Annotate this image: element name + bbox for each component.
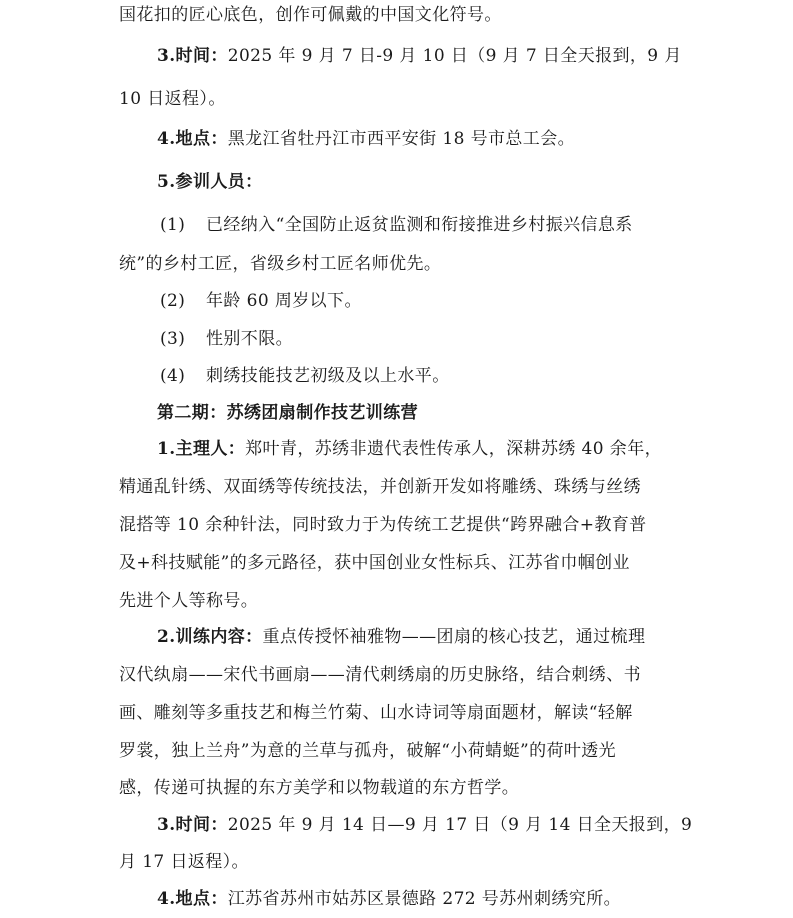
- paragraph-line: [157, 626, 645, 648]
- host-text: 精通乱针绣、双面绣等传统技法，并创新开发如将雕绣、珠绣与丝绣: [119, 477, 641, 497]
- paragraph-line: [157, 438, 662, 460]
- paragraph-line: [119, 476, 641, 498]
- list-item-number: (2): [160, 291, 186, 311]
- list-item-label: 已经纳入“全国防止返贫监测和衔接推进乡村振兴信息系: [206, 215, 633, 235]
- paragraph-line: [119, 777, 519, 799]
- place-text: 黑龙江省牡丹江市西平安街 18 号市总工会。: [227, 129, 575, 149]
- paragraph-line: [119, 88, 226, 110]
- list-item-text: [206, 328, 293, 350]
- list-item-number: (3): [160, 329, 186, 349]
- paragraph-line: [119, 851, 249, 873]
- time-text: 2025 年 9 月 7 日-9 月 10 日（9 月 7 日全天报到，9 月: [227, 46, 682, 66]
- time-text-continued: 10 日返程）。: [119, 89, 226, 109]
- place-label: 4.地点：: [157, 129, 228, 149]
- paragraph-line: [157, 888, 621, 910]
- time-text: 2025 年 9 月 14 日—9 月 17 日（9 月 14 日全天报到，9: [227, 815, 693, 835]
- list-item: [160, 290, 185, 312]
- host-text: 郑叶青，苏绣非遗代表性传承人，深耕苏绣 40 余年，: [245, 439, 662, 459]
- section-heading: [157, 402, 418, 424]
- text-segment: 国花扣的匠心底色，创作可佩戴的中国文化符号。: [119, 5, 502, 25]
- list-item-label: 刺绣技能技艺初级及以上水平。: [206, 366, 450, 386]
- section-title: 第二期：苏绣团扇制作技艺训练营: [157, 403, 418, 423]
- content-label: 2.训练内容：: [157, 627, 263, 647]
- paragraph-line: [157, 171, 263, 193]
- paragraph-line: [119, 664, 641, 686]
- participants-label: 5.参训人员：: [157, 172, 263, 192]
- paragraph-line: [119, 590, 258, 612]
- list-item: [160, 328, 185, 350]
- paragraph-line: [157, 814, 692, 836]
- content-text: 画、雕刻等多重技艺和梅兰竹菊、山水诗词等扇面题材，解读“轻解: [119, 703, 633, 723]
- host-text: 先进个人等称号。: [119, 591, 259, 611]
- paragraph-line: [119, 253, 441, 275]
- time-label: 3.时间：: [157, 815, 228, 835]
- list-item-text: [206, 290, 362, 312]
- paragraph-line: [119, 4, 502, 26]
- list-item-label: 性别不限。: [206, 329, 293, 349]
- host-text: 及+科技赋能”的多元路径，获中国创业女性标兵、江苏省巾帼创业: [119, 553, 630, 573]
- list-item-number: (1): [160, 215, 186, 235]
- list-item-text: [206, 214, 633, 236]
- place-label: 4.地点：: [157, 889, 228, 909]
- list-item-continued: 统”的乡村工匠，省级乡村工匠名师优先。: [119, 254, 442, 274]
- host-label: 1.主理人：: [157, 439, 246, 459]
- paragraph-line: [157, 128, 575, 150]
- list-item-label: 年龄 60 周岁以下。: [206, 291, 362, 311]
- place-text: 江苏省苏州市姑苏区景德路 272 号苏州刺绣究所。: [227, 889, 622, 909]
- paragraph-line: [119, 552, 630, 574]
- list-item: [160, 365, 185, 387]
- content-text: 感，传递可执握的东方美学和以物载道的东方哲学。: [119, 778, 520, 798]
- list-item-number: (4): [160, 366, 186, 386]
- content-text: 重点传授怀袖雅物——团扇的核心技艺，通过梳理: [262, 627, 646, 647]
- paragraph-line: [119, 702, 633, 724]
- paragraph-line: [157, 45, 682, 67]
- list-item-text: [206, 365, 450, 387]
- content-text: 汉代纨扇——宋代书画扇——清代刺绣扇的历史脉络，结合刺绣、书: [119, 665, 641, 685]
- time-text-continued: 月 17 日返程）。: [119, 852, 249, 872]
- time-label: 3.时间：: [157, 46, 228, 66]
- list-item: [160, 214, 185, 236]
- paragraph-line: [119, 514, 647, 536]
- content-text: 罗裳，独上兰舟”为意的兰草与孤舟，破解“小荷蜻蜓”的荷叶透光: [119, 741, 617, 761]
- paragraph-line: [119, 740, 616, 762]
- host-text: 混搭等 10 余种针法，同时致力于为传统工艺提供“跨界融合+教育普: [119, 515, 647, 535]
